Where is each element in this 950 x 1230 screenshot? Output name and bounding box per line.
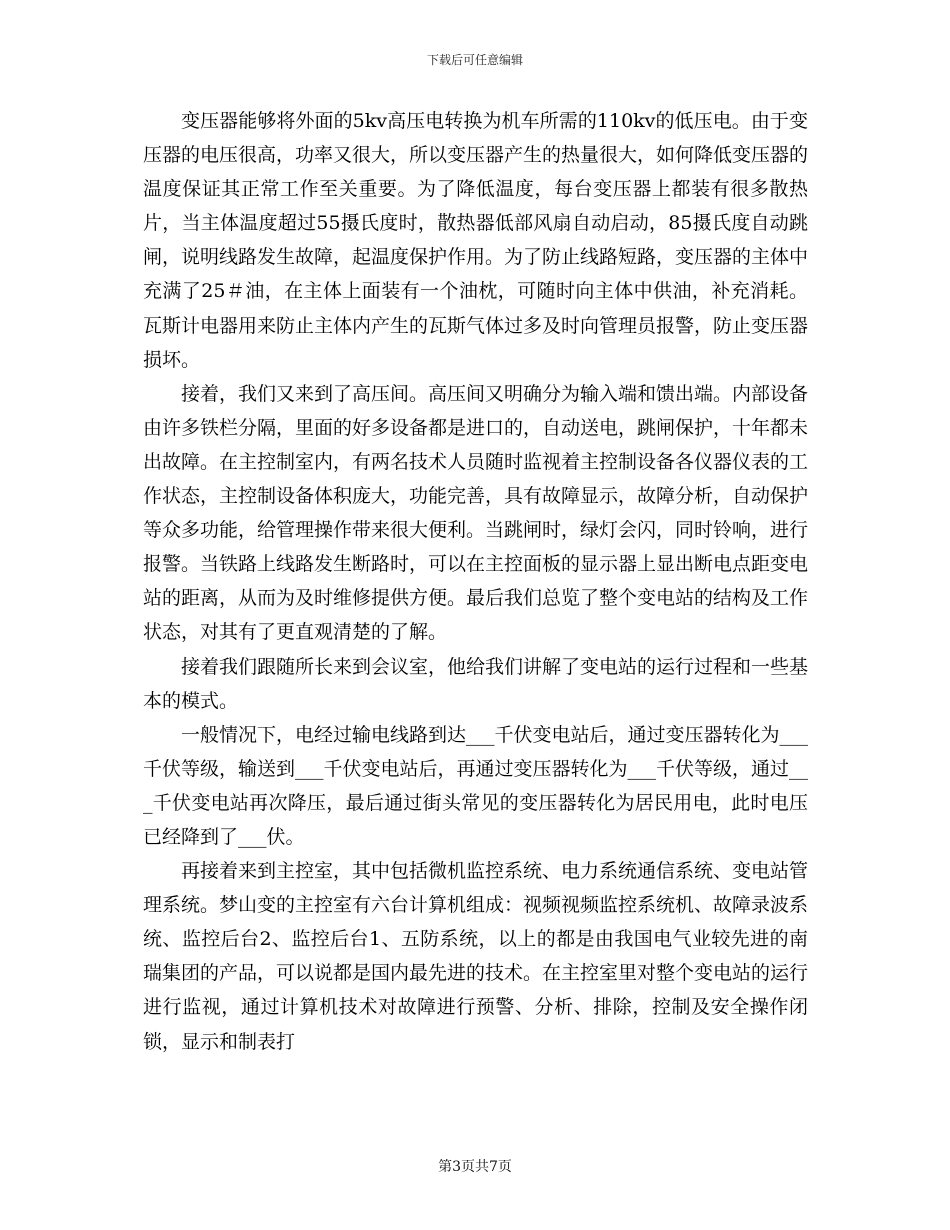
page-number: 第3页共7页 (438, 1159, 512, 1175)
paragraph-meeting-room: 接着我们跟随所长来到会议室，他给我们讲解了变电站的运行过程和一些基本的模式。 (143, 655, 809, 712)
page-footer (0, 1158, 950, 1176)
paragraph-transformer: 变压器能够将外面的5kv高压电转换为机车所需的110kv的低压电。由于变压器的电压很高，功率又很大，所以变压器产生的热量很大，如何降低变压器的温度保证其正常工作至关重要。为了降低温度，每台变压器上都装有很多散热片，当主体温度超过55摄氏度时，散热器低部风扇自动启动，85摄氏度自动跳闸，说明线路发生故障，起温度保护作用。为了防止线路短路，变压器的主体中充满了25＃油，在主体上面装有一个油枕，可随时向主体中供油，补充消耗。瓦斯计电器用来防止主体内产生的瓦斯气体过多及时向管理员报警，防止变压器损坏。 (143, 110, 809, 371)
paragraph-high-voltage-room: 接着，我们又来到了高压间。高压间又明确分为输入端和馈出端。内部设备由许多铁栏分隔，里面的好多设备都是进口的，自动送电，跳闸保护，十年都未出故障。在主控制室内，有两名技术人员随时监视着主控制设备各仪器仪表的工作状态，主控制设备体积庞大，功能完善，具有故障显示，故障分析，自动保护等众多功能，给管理操作带来很大便利。当跳闸时，绿灯会闪，同时铃响，进行报警。当铁路上线路发生断路时，可以在主控面板的显示器上显出断电点距变电站的距离，从而为及时维修提供方便。最后我们总览了整个变电站的结构及工作状态，对其有了更直观清楚的了解。 (143, 382, 809, 644)
header-text: 下载后可任意编辑 (426, 53, 523, 67)
document-body (143, 104, 808, 1059)
paragraph-control-room: 再接着来到主控室，其中包括微机监控系统、电力系统通信系统、变电站管理系统。梦山变的主控室有六台计算机组成：视频视频监控系统机、故障录波系统、监控后台2、监控后台1、五防系统，以上的都是由我国电气业较先进的南瑞集团的产品，可以说都是国内最先进的技术。在主控室里对整个变电站的运行进行监视，通过计算机技术对故障进行预警、分析、排除，控制及安全操作闭锁，显示和制表打 (143, 860, 809, 1053)
paragraph-voltage-levels: 一般情况下，电经过输电线路到达___千伏变电站后，通过变压器转化为___千伏等级，输送到___千伏变电站后，再通过变压器转化为___千伏等级，通过___千伏变电站再次降压，最后通过街头常见的变压器转化为居民用电，此时电压已经降到了___伏。 (143, 723, 809, 848)
page-header (0, 52, 950, 68)
